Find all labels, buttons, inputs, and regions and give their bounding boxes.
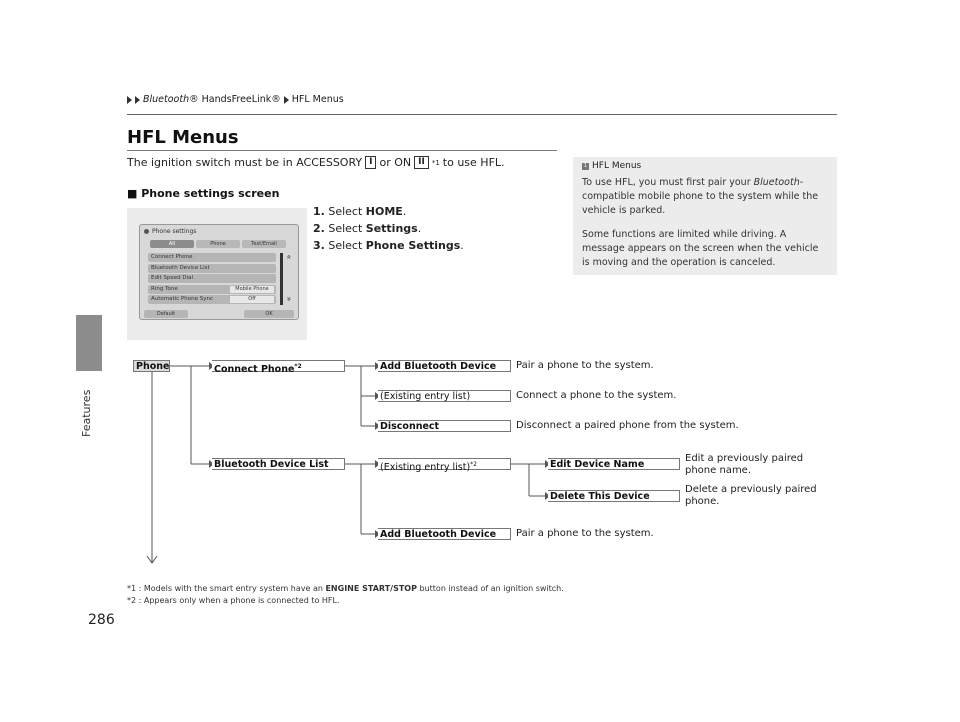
footnote-1: *1 : Models with the smart entry system have an ENGINE START/STOP button instead of an ignition switch. <box>127 584 564 593</box>
list-item-connect-phone[interactable]: Connect Phone <box>148 253 276 262</box>
flow-add-bluetooth-device-2: Add Bluetooth Device <box>378 528 511 540</box>
list-item-ring-tone[interactable]: Ring Tone Mobile Phone <box>148 285 276 294</box>
flow-edit-name-desc: Edit a previously paired phone name. <box>685 453 804 476</box>
note-icon: 1 <box>583 162 588 169</box>
flow-add-bluetooth-desc: Pair a phone to the system. <box>516 360 654 371</box>
flow-phone: Phone <box>133 360 170 372</box>
flow-disconnect: Disconnect <box>378 420 511 432</box>
page-title: HFL Menus <box>127 127 239 148</box>
flow-bluetooth-device-list: Bluetooth Device List <box>212 458 345 470</box>
list-item-bluetooth-device-list[interactable]: Bluetooth Device List <box>148 264 276 273</box>
list-item-automatic-phone-sync[interactable]: Automatic Phone Sync Off <box>148 295 276 304</box>
page-number: 286 <box>88 612 115 628</box>
flow-existing-entry-desc: Connect a phone to the system. <box>516 390 677 401</box>
scroll-up-icon[interactable]: « <box>284 254 294 260</box>
ok-button[interactable]: OK <box>244 310 294 318</box>
breadcrumb-bluetooth[interactable]: Bluetooth <box>143 94 190 105</box>
tab-phone[interactable]: Phone <box>196 240 240 248</box>
flow-connect-phone: Connect Phone$^{*2}$ <box>212 360 345 372</box>
flow-existing-entry-list: (Existing entry list) <box>378 390 511 402</box>
step-item: 2. Select Settings. <box>313 222 422 235</box>
breadcrumb-hfl-menus[interactable]: HFL Menus <box>291 94 344 105</box>
footnote-2: *2 : Appears only when a phone is connected to HFL. <box>127 596 340 605</box>
tab-text-email[interactable]: Text/Email <box>242 240 286 248</box>
flow-disconnect-desc: Disconnect a paired phone from the system. <box>516 420 739 431</box>
step-item: 1. Select HOME. <box>313 205 407 218</box>
screen-title: Phone settings <box>144 228 196 235</box>
scroll-down-icon[interactable]: » <box>284 296 294 302</box>
flow-add-bluetooth-device: Add Bluetooth Device <box>378 360 511 372</box>
list-item-edit-speed-dial[interactable]: Edit Speed Dial <box>148 274 276 283</box>
flow-existing-entry-list-2: (Existing entry list)$^{*2}$ <box>378 458 511 470</box>
intro-text: The ignition switch must be in ACCESSORY I or ON II *1 to use HFL. <box>127 156 505 169</box>
step-item: 3. Select Phone Settings. <box>313 239 464 252</box>
tab-all[interactable]: All <box>150 240 194 248</box>
ignition-key-accessory: I <box>365 156 376 169</box>
ignition-key-on: II <box>414 156 429 169</box>
breadcrumb-handsfreelink[interactable]: ® HandsFreeLink® <box>189 94 281 105</box>
section-heading: ■ Phone settings screen <box>127 187 280 200</box>
phone-sync-value: Off <box>230 296 274 303</box>
footnote-ref: *1 <box>431 158 440 167</box>
flow-delete-this-device: Delete This Device <box>548 490 680 502</box>
note-heading: 1 HFL Menus <box>583 161 642 171</box>
note-body: To use HFL, you must first pair your Bluetooth-compatible mobile phone to the system while the vehicle is parked. Some functions are limited while driving. A message appears on the screen when the vehicle is moving and the operation is canceled. <box>582 177 819 268</box>
flow-delete-desc: Delete a previously paired phone. <box>685 484 817 507</box>
sidebar-label: Features <box>80 389 93 437</box>
footnotes <box>127 583 564 607</box>
ring-tone-value: Mobile Phone <box>230 286 274 293</box>
flow-add-bluetooth-desc-2: Pair a phone to the system. <box>516 528 654 539</box>
flow-edit-device-name: Edit Device Name <box>548 458 680 470</box>
default-button[interactable]: Default <box>144 310 188 318</box>
